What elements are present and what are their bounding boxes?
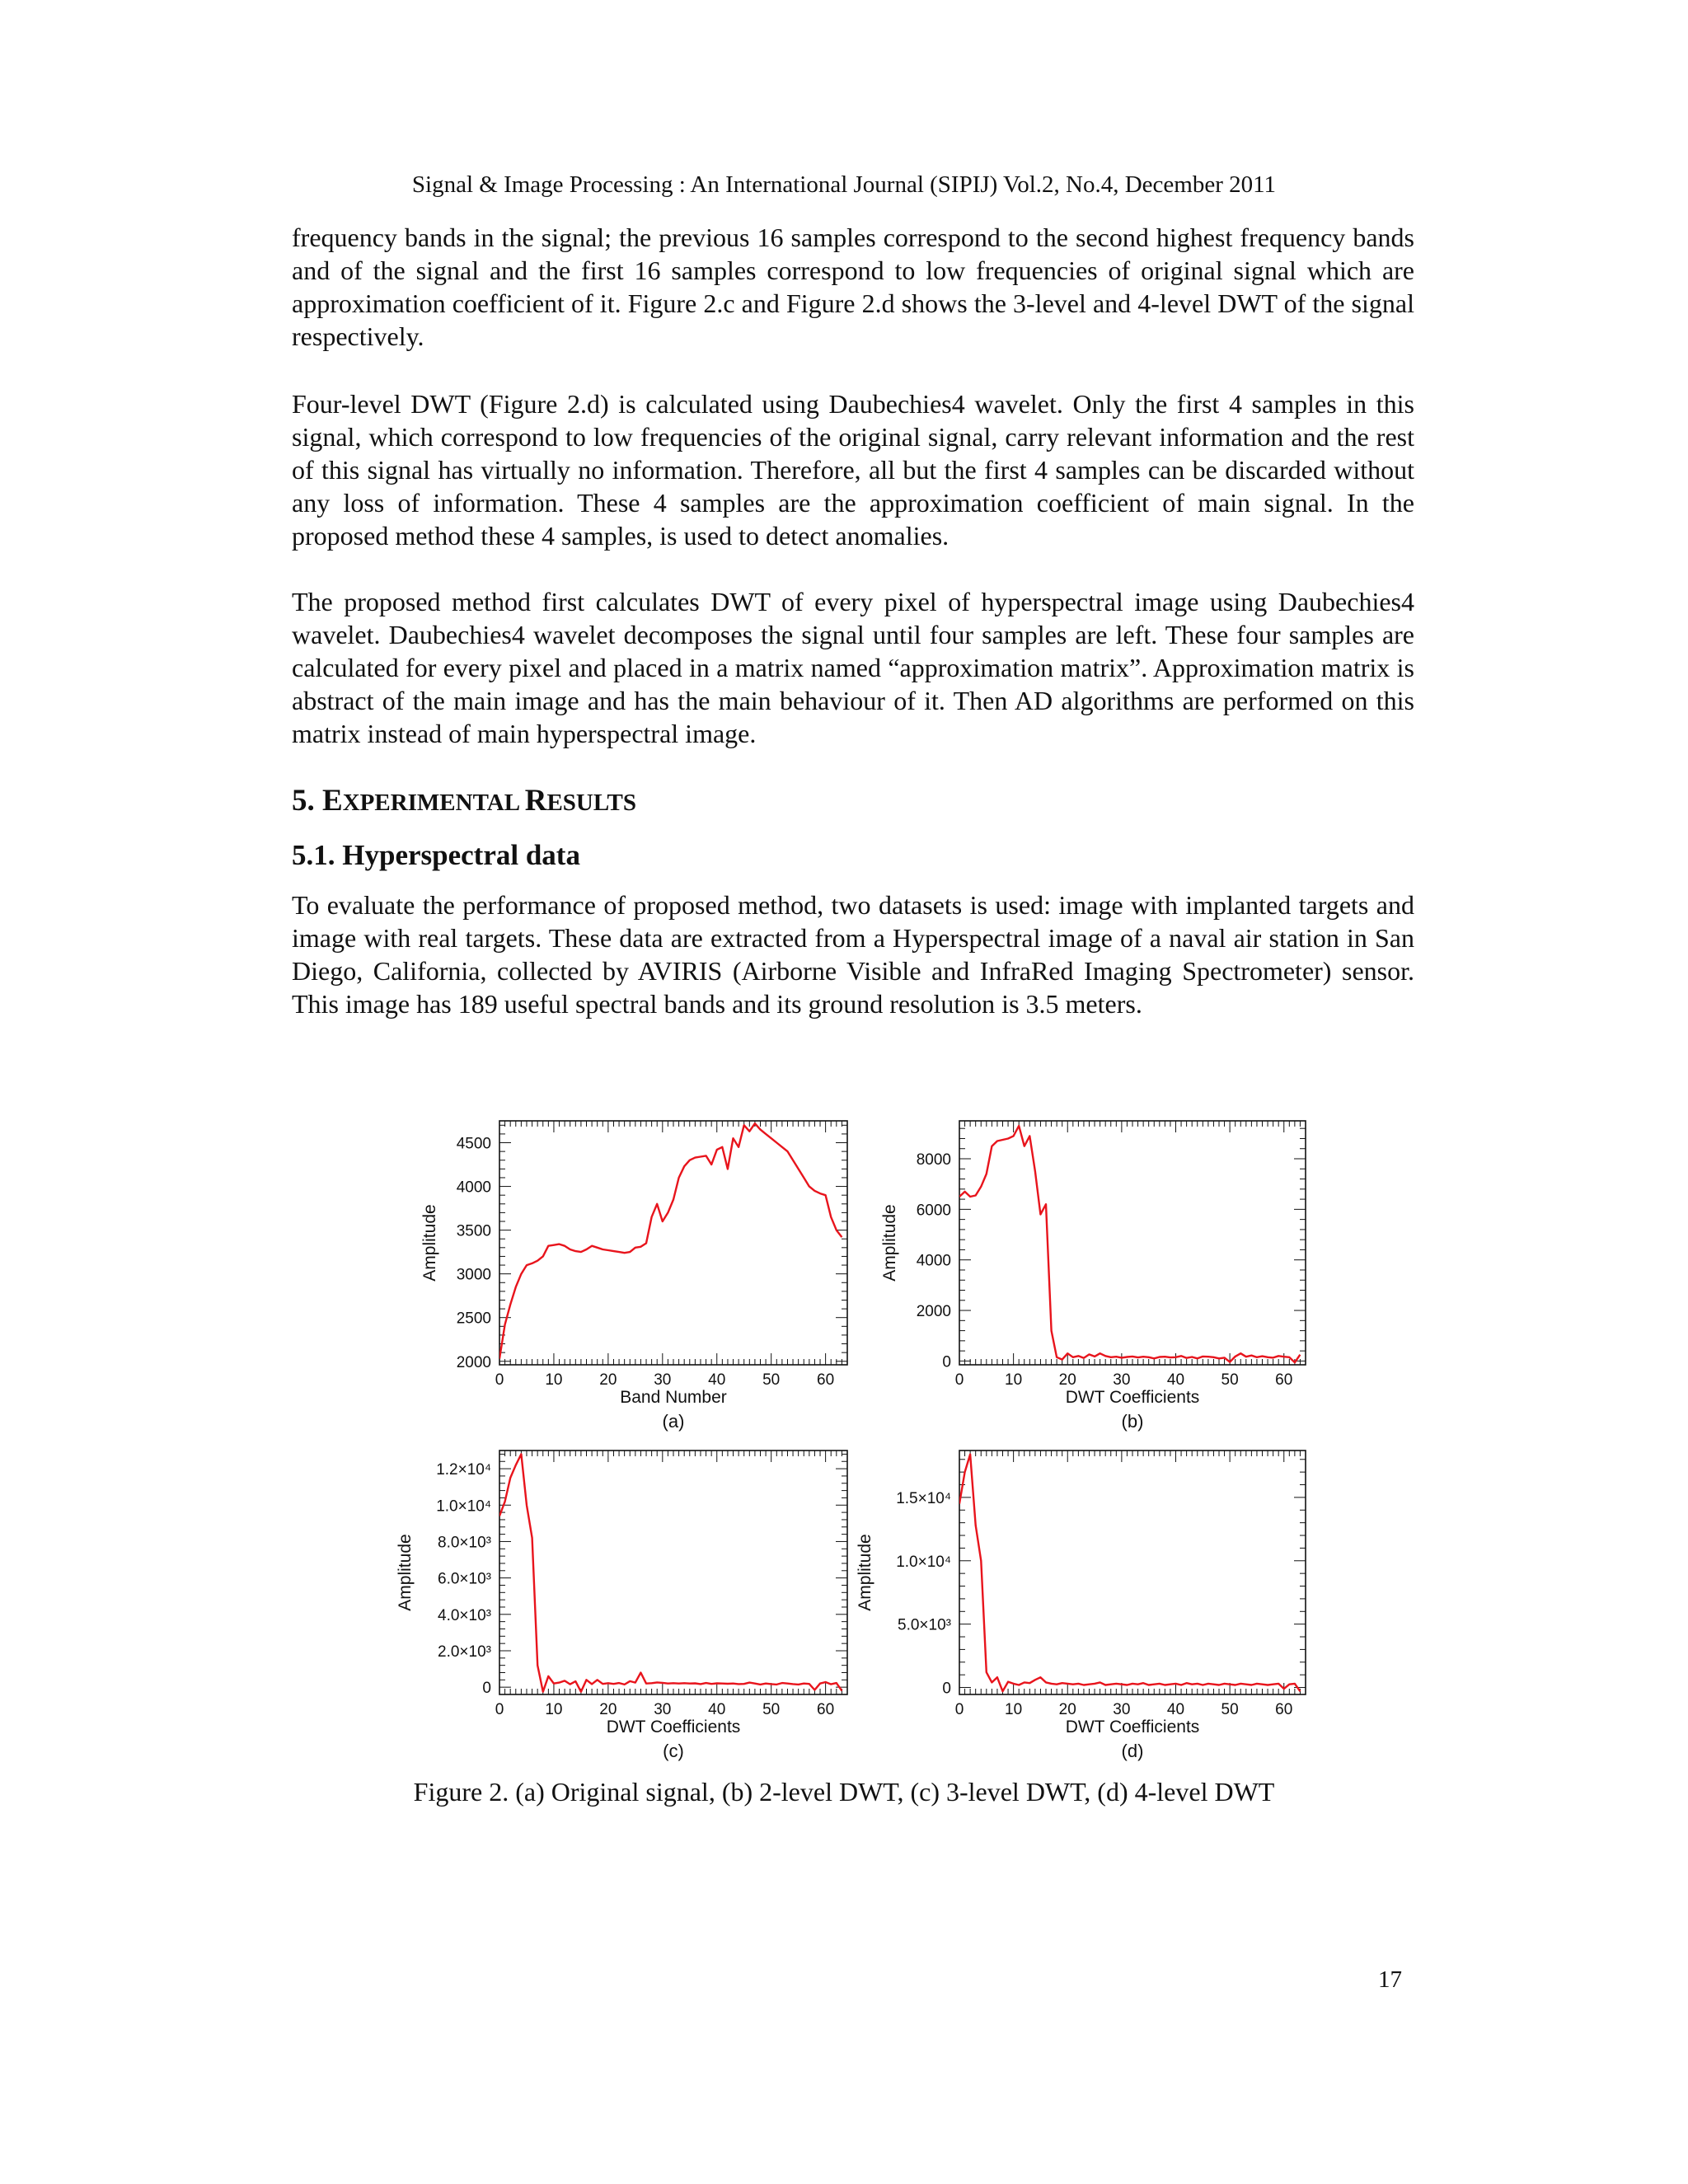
chart-d-panel-label: (d) bbox=[1121, 1741, 1144, 1761]
chart-c-frame bbox=[499, 1451, 847, 1694]
chart-b-x-tick-label: 50 bbox=[1221, 1371, 1239, 1389]
chart-b-y-tick-label: 0 bbox=[942, 1353, 951, 1371]
paragraph-dwt-levels: frequency bands in the signal; the previous 16 samples correspond to the second highest frequency bands and of the signal and the first 16 samples correspond to low frequencies of original signal which are approximation coefficient of it. Figure 2.c and Figure 2.d shows the 3-level and 4-level DWT of the signal respectively. bbox=[292, 223, 1414, 351]
chart-a-y-tick-label: 2000 bbox=[456, 1353, 491, 1371]
chart-a-x-tick-label: 10 bbox=[545, 1371, 563, 1389]
chart-d-x-tick-label: 30 bbox=[1113, 1701, 1131, 1718]
chart-b bbox=[880, 1121, 1306, 1432]
chart-a-x-tick-label: 60 bbox=[817, 1371, 835, 1389]
paragraph-four-level-dwt: Four-level DWT (Figure 2.d) is calculated using Daubechies4 wavelet. Only the first 4 samples in this signal, which correspond to low frequencies of the original signal, carry relevant information and the rest of this signal has virtually no information. Therefore, all but the first 4 samples can be discarded without any loss of information. These 4 samples are the approximation coefficient of main signal. In the proposed method these 4 samples, is used to detect anomalies. bbox=[292, 389, 1414, 551]
chart-b-y-tick-label: 2000 bbox=[916, 1303, 951, 1321]
chart-a-y-axis-title: Amplitude bbox=[420, 1204, 439, 1282]
chart-d-y-axis-title: Amplitude bbox=[856, 1534, 874, 1611]
chart-d-x-axis-title: DWT Coefficients bbox=[1065, 1718, 1200, 1736]
chart-b-series-line bbox=[959, 1126, 1300, 1362]
chart-b-y-tick-label: 4000 bbox=[916, 1252, 951, 1270]
chart-a-y-tick-label: 4000 bbox=[456, 1179, 491, 1197]
chart-d-x-tick-label: 0 bbox=[954, 1701, 964, 1718]
chart-a-y-tick-label: 3500 bbox=[456, 1222, 491, 1240]
section-number: 5. bbox=[292, 784, 322, 818]
chart-b-x-tick-label: 40 bbox=[1166, 1371, 1185, 1389]
chart-c-series-line bbox=[499, 1454, 842, 1691]
chart-c-x-tick-label: 50 bbox=[762, 1701, 781, 1718]
chart-c-y-axis-title: Amplitude bbox=[396, 1534, 415, 1611]
section-title-cap-1: E bbox=[322, 784, 343, 818]
chart-d-x-tick-label: 10 bbox=[1005, 1701, 1023, 1718]
chart-a-x-tick-label: 50 bbox=[762, 1371, 781, 1389]
chart-d-y-tick-label: 0 bbox=[942, 1680, 951, 1698]
chart-a-y-tick-label: 2500 bbox=[456, 1310, 491, 1328]
chart-d-x-tick-label: 20 bbox=[1058, 1701, 1076, 1718]
section-title-cap-2: R bbox=[524, 784, 547, 818]
chart-a-x-tick-label: 0 bbox=[495, 1371, 504, 1389]
section-title-small-caps-2: ESULTS bbox=[546, 790, 637, 816]
chart-b-x-tick-label: 0 bbox=[954, 1371, 964, 1389]
chart-d-series-line bbox=[959, 1455, 1300, 1692]
chart-a-y-tick-label: 4500 bbox=[456, 1135, 491, 1153]
section-title-small-caps-1: XPERIMENTAL bbox=[342, 790, 525, 816]
chart-b-x-tick-label: 20 bbox=[1058, 1371, 1076, 1389]
chart-d-y-tick-label: 1.0×10⁴ bbox=[896, 1553, 951, 1571]
chart-d-x-tick-label: 40 bbox=[1166, 1701, 1185, 1718]
chart-c-y-tick-label: 0 bbox=[482, 1680, 491, 1698]
chart-d-x-tick-label: 50 bbox=[1221, 1701, 1239, 1718]
chart-d-y-tick-label: 1.5×10⁴ bbox=[896, 1489, 951, 1507]
chart-a-series-line bbox=[499, 1123, 842, 1358]
chart-c-panel-label: (c) bbox=[663, 1741, 684, 1761]
chart-b-y-axis-title: Amplitude bbox=[880, 1204, 899, 1282]
chart-a-x-tick-label: 20 bbox=[599, 1371, 617, 1389]
page-number: 17 bbox=[1378, 1966, 1402, 1993]
journal-running-head: Signal & Image Processing : An International Journal (SIPIJ) Vol.2, No.4, December 2011 bbox=[411, 171, 1277, 198]
chart-d-frame bbox=[959, 1451, 1306, 1694]
chart-d bbox=[856, 1451, 1306, 1761]
chart-c-x-axis-title: DWT Coefficients bbox=[606, 1718, 741, 1736]
paragraph-proposed-method: The proposed method first calculates DWT of every pixel of hyperspectral image using Daubechies4 wavelet. Daubechies4 wavelet decomposes the signal until four samples are left. These four samples are calculated for every pixel and placed in a matrix named “approximation matrix”. Approximation matrix is abstract of the main image and has the main behaviour of it. Then AD algorithms are performed on this matrix instead of main hyperspectral image. bbox=[292, 587, 1414, 748]
chart-c-x-tick-label: 40 bbox=[708, 1701, 726, 1718]
chart-c-y-tick-label: 6.0×10³ bbox=[438, 1570, 491, 1588]
chart-c-y-tick-label: 2.0×10³ bbox=[438, 1643, 491, 1661]
chart-a-frame bbox=[499, 1121, 847, 1365]
chart-c-x-tick-label: 10 bbox=[545, 1701, 563, 1718]
chart-b-y-tick-label: 8000 bbox=[916, 1151, 951, 1169]
subsection-heading-hyperspectral-data: 5.1. Hyperspectral data bbox=[292, 839, 580, 871]
chart-c-y-tick-label: 1.0×10⁴ bbox=[436, 1497, 491, 1516]
chart-a-x-axis-title: Band Number bbox=[620, 1388, 727, 1407]
chart-b-panel-label: (b) bbox=[1121, 1411, 1144, 1432]
chart-a-x-tick-label: 40 bbox=[708, 1371, 726, 1389]
chart-a bbox=[420, 1121, 847, 1432]
chart-c-y-tick-label: 8.0×10³ bbox=[438, 1534, 491, 1552]
chart-b-x-tick-label: 10 bbox=[1005, 1371, 1023, 1389]
chart-d-x-tick-label: 60 bbox=[1275, 1701, 1293, 1718]
chart-c-x-tick-label: 30 bbox=[654, 1701, 672, 1718]
chart-a-y-tick-label: 3000 bbox=[456, 1266, 491, 1284]
chart-c-y-tick-label: 4.0×10³ bbox=[438, 1606, 491, 1624]
chart-c bbox=[396, 1451, 847, 1761]
chart-b-x-tick-label: 60 bbox=[1275, 1371, 1293, 1389]
chart-b-x-tick-label: 30 bbox=[1113, 1371, 1131, 1389]
chart-c-x-tick-label: 20 bbox=[599, 1701, 617, 1718]
chart-d-y-tick-label: 5.0×10³ bbox=[898, 1616, 951, 1634]
chart-c-x-tick-label: 60 bbox=[817, 1701, 835, 1718]
chart-c-x-tick-label: 0 bbox=[495, 1701, 504, 1718]
chart-a-panel-label: (a) bbox=[662, 1411, 685, 1432]
figure-caption: Figure 2. (a) Original signal, (b) 2-level DWT, (c) 3-level DWT, (d) 4-level DWT bbox=[413, 1777, 1275, 1807]
chart-a-x-tick-label: 30 bbox=[654, 1371, 672, 1389]
chart-b-frame bbox=[959, 1121, 1306, 1365]
paragraph-hyperspectral-data: To evaluate the performance of proposed method, two datasets is used: image with implanted targets and image with real targets. These data are extracted from a Hyperspectral image of a naval air station in San Diego, California, collected by AVIRIS (Airborne Visible and InfraRed Imaging Spectrometer) sensor. This image has 189 useful spectral bands and its ground resolution is 3.5 meters. bbox=[292, 890, 1414, 1019]
chart-b-y-tick-label: 6000 bbox=[916, 1202, 951, 1220]
chart-c-y-tick-label: 1.2×10⁴ bbox=[436, 1461, 491, 1479]
chart-b-x-axis-title: DWT Coefficients bbox=[1065, 1388, 1200, 1407]
